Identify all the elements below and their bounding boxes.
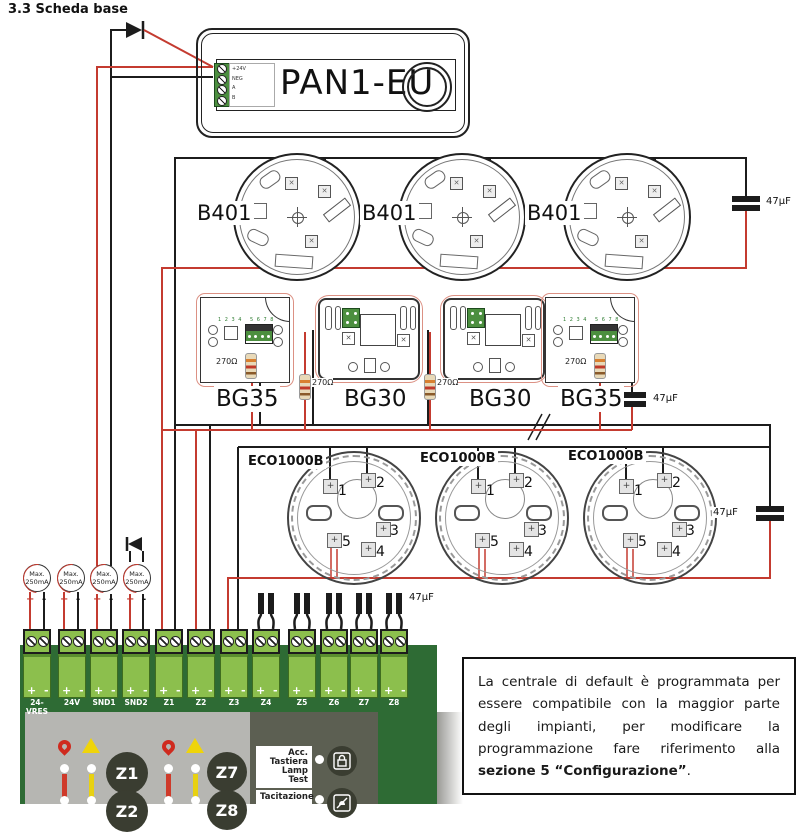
screw-pair [553,325,563,349]
pin-number: 5 [490,534,499,550]
led-bar-red [62,774,67,798]
call-point-bg30-1 [318,298,420,380]
switch-block [224,326,238,340]
fuse-24v [57,564,85,592]
base-terminal-4: + [509,542,524,557]
base-terminal-2: + [657,473,672,488]
slot [602,505,628,521]
slot [378,505,404,521]
screw-terminal-icon [217,64,227,74]
page-title: 3.3 Scheda base [8,2,128,17]
terminal-label-24v: 24V [63,698,81,707]
lamp-test-button[interactable] [327,746,357,776]
terminal-label-z5: Z5 [296,698,308,707]
terminal-label-z1: Z1 [163,698,175,707]
terminal-label-snd1: SND1 [92,698,116,707]
terminal-label-z2: Z2 [195,698,207,707]
tplus: + [224,684,234,697]
polarity-plus: + [26,594,35,605]
fuse-text: 250mA [125,578,149,586]
tminus: - [371,684,376,697]
label-line: Acc. Tastiera [269,748,308,767]
fuse-text: Max. [29,570,45,578]
pin-number: 3 [390,523,399,539]
screw-terminal-icon [217,85,227,95]
base-terminal: ✕ [635,235,648,248]
led-bar-red [166,774,171,798]
bg35-label-1: BG35 [216,386,279,412]
lamp-test-label [256,746,312,788]
pin-number: 5 [638,534,647,550]
eco-label-3: ECO1000B [568,449,644,464]
pin-number: 4 [376,544,385,560]
terminal-block [590,324,618,344]
slot-pair [450,306,466,328]
pin-number: 1 [634,483,643,499]
tplus: + [384,684,394,697]
label-window [275,254,314,270]
terminal-label-z3: Z3 [228,698,240,707]
capacitor-label-zones: 47µF [409,592,434,603]
tminus: - [208,684,213,697]
tplus: + [126,684,136,697]
screw [348,362,358,372]
tplus: + [62,684,72,697]
slot [526,505,552,521]
base-terminal-1: + [619,479,634,494]
polarity-plus: + [93,594,102,605]
polarity-minus: - [109,594,114,605]
reset-tab [489,358,501,373]
pin-number: 2 [672,475,681,491]
label-line: Tacitazione [260,792,314,802]
led-bar-yellow [193,774,198,798]
terminal-label: B [232,94,236,101]
switch-block: ✕ [522,334,535,347]
capacitor-label-bg: 47µF [653,393,678,404]
base-terminal-3: + [672,522,687,537]
tminus: - [44,684,49,697]
eol-resistor [594,353,606,379]
pin-number: 4 [672,544,681,560]
zone-led [191,796,200,805]
detector-base-eco1000b-2 [435,451,569,585]
eco-label-2: ECO1000B [420,451,496,466]
tplus: + [27,684,37,697]
switch-block [569,326,583,340]
resistor-label: 270Ω [565,357,587,366]
led-bar-yellow [89,774,94,798]
pin-number: 2 [376,475,385,491]
pan1-model-text: PAN1-EU [280,63,435,103]
note-text-end: . [686,763,691,780]
label-window [605,254,644,270]
tplus: + [256,684,266,697]
zone-text: Z2 [115,801,139,821]
note-text: La centrale di default è programmata per essere compatibile con la maggior parte degli impianti, per modificare la programmazione fare riferimento alla [478,674,780,757]
fault-triangle-icon [82,738,100,753]
resistor-label: 270Ω [437,378,459,387]
fuse-text: 250mA [59,578,83,586]
pin-numbers-right: 5 6 7 8 [595,317,620,323]
zone-led [191,764,200,773]
eol-resistor [299,374,311,400]
base-terminal: ✕ [305,235,318,248]
terminal-block [245,324,273,344]
pin-numbers-left: 1 2 3 4 [218,317,243,323]
fuse-text: 250mA [25,578,49,586]
center-circle [622,212,634,224]
base-terminal: ✕ [450,177,463,190]
base-terminal: ✕ [285,177,298,190]
screw [380,362,390,372]
fuse-24vres [23,564,51,592]
slot-pair [400,306,416,328]
base-terminal: ✕ [318,185,331,198]
bg30-label-1: BG30 [344,386,407,412]
panel-shadow [437,712,463,804]
base-terminal-5: + [475,533,490,548]
terminal-block [342,308,360,328]
slot-pair [525,306,541,328]
glass-window [485,314,521,346]
screw-pair [208,325,218,349]
zone-text: Z7 [215,762,239,782]
tplus: + [292,684,302,697]
fault-triangle-icon [186,738,204,753]
silence-button[interactable] [327,788,357,818]
polarity-minus: - [142,594,147,605]
b401-label-2: B401 [362,201,417,225]
base-terminal-2: + [509,473,524,488]
center-circle [457,212,469,224]
fuse-snd2 [123,564,151,592]
call-point-bg30-2 [443,298,545,380]
pan1-eu-sounder-panel [196,28,470,138]
pin-number: 3 [686,523,695,539]
tminus: - [401,684,406,697]
pin-number: 3 [538,523,547,539]
terminal-label-snd2: SND2 [124,698,148,707]
slot [454,505,480,521]
base-terminal: ✕ [483,185,496,198]
fuse-text: Max. [96,570,112,578]
tplus: + [159,684,169,697]
polarity-minus: - [42,594,47,605]
b401-label-3: B401 [527,201,582,225]
base-terminal-1: + [471,479,486,494]
terminal-label: +24V [232,66,246,72]
base-terminal: ✕ [648,185,661,198]
switch-block: ✕ [397,334,410,347]
padlock-icon [333,752,351,770]
resistor-label: 270Ω [216,357,238,366]
fuse-text: 250mA [92,578,116,586]
capacitor-label-b401: 47µF [766,196,791,207]
zone-led [87,796,96,805]
b401-label-1: B401 [197,201,252,225]
note-text-bold: sezione 5 “Configurazione” [478,763,687,780]
zone-led [164,764,173,773]
screw-pair [618,325,628,349]
zone-indicator-z2 [106,790,148,832]
center-circle [292,212,304,224]
base-terminal-5: + [623,533,638,548]
screw-terminal-icon [217,75,227,85]
base-terminal-4: + [657,542,672,557]
tminus: - [241,684,246,697]
base-terminal-1: + [323,479,338,494]
zone-led [87,764,96,773]
zone-text: Z1 [115,763,139,783]
base-terminal: ✕ [615,177,628,190]
slot [306,505,332,521]
base-terminal-5: + [327,533,342,548]
fuse-snd1 [90,564,118,592]
terminal-block [467,308,485,328]
slot-pair [325,306,341,328]
base-terminal-4: + [361,542,376,557]
status-led [315,755,324,764]
terminal-label-z7: Z7 [358,698,370,707]
screw-pair [273,325,283,349]
tminus: - [341,684,346,697]
tplus: + [94,684,104,697]
tminus: - [79,684,84,697]
tminus: - [143,684,148,697]
pin-number: 2 [524,475,533,491]
screw-terminal-icon [217,96,227,106]
pin-numbers-left: 1 2 3 4 [563,317,588,323]
base-terminal-2: + [361,473,376,488]
note-box [462,657,796,795]
pan1-terminal-labels [229,63,275,107]
status-led [315,795,324,804]
pan1-sounder-circle-inner [407,67,447,107]
screw [505,362,515,372]
terminal-label-z4: Z4 [260,698,272,707]
pin-number: 4 [524,544,533,560]
detector-base-eco1000b-1 [287,451,421,585]
polarity-plus: + [60,594,69,605]
tminus: - [273,684,278,697]
switch-block: ✕ [342,332,355,345]
detector-base-eco1000b-3 [583,451,717,585]
switch-block: ✕ [467,332,480,345]
resistor-label: 270Ω [312,378,334,387]
zone-indicator-z1 [106,752,148,794]
bg30-label-2: BG30 [469,386,532,412]
base-terminal-3: + [524,522,539,537]
base-terminal: ✕ [470,235,483,248]
slot [674,505,700,521]
tminus: - [309,684,314,697]
zone-led [60,764,69,773]
reset-tab [364,358,376,373]
zone-indicator-z8 [207,790,247,830]
capacitor-label-eco: 47µF [713,507,738,518]
polarity-plus: + [126,594,135,605]
pin-number: 1 [486,483,495,499]
eol-resistor [424,374,436,400]
polarity-minus: - [76,594,81,605]
tminus: - [176,684,181,697]
zone-led [164,796,173,805]
tplus: + [191,684,201,697]
terminal-label: NEG [232,75,243,82]
screw [473,362,483,372]
terminal-label-z6: Z6 [328,698,340,707]
silence-label [256,790,312,805]
pan1-terminal-block [214,63,230,107]
label-line: Lamp Test [281,766,308,785]
zone-led [60,796,69,805]
pin-number: 5 [342,534,351,550]
terminal-label: A [232,85,236,91]
bg35-label-2: BG35 [560,386,623,412]
label-window [440,254,479,270]
tminus: - [111,684,116,697]
call-point-bg35-2 [545,297,635,383]
tplus: + [354,684,364,697]
fuse-text: Max. [63,570,79,578]
fuse-text: Max. [129,570,145,578]
terminal-label-z8: Z8 [388,698,400,707]
eco-label-1: ECO1000B [248,454,324,469]
glass-window [360,314,396,346]
zone-text: Z8 [215,800,239,820]
tplus: + [324,684,334,697]
bell-crossed-icon [333,794,351,812]
base-terminal-3: + [376,522,391,537]
eol-resistor [245,353,257,379]
terminal-label-24vres: 24-VRES [25,698,49,716]
pin-number: 1 [338,483,347,499]
zone-indicator-z7 [207,752,247,792]
pin-numbers-right: 5 6 7 8 [250,317,275,323]
